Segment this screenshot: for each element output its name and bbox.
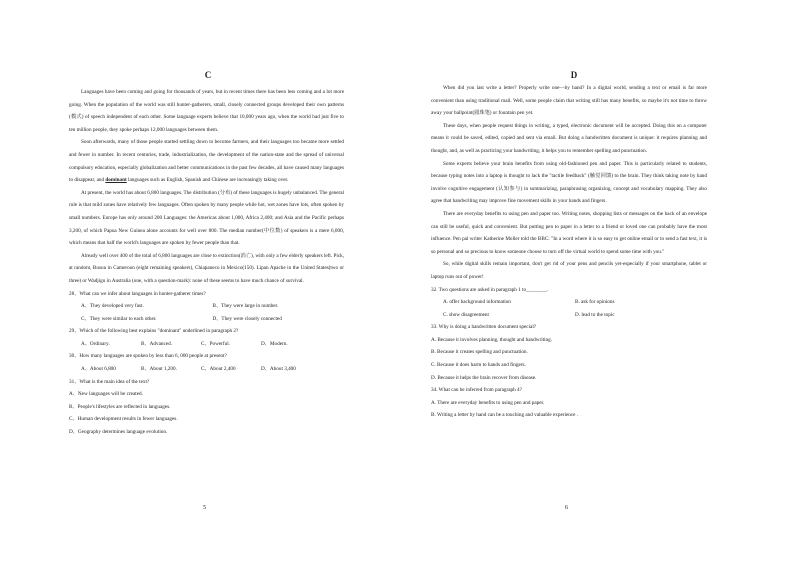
question-34: 34. What can be inferred from paragraph 4? <box>431 387 522 394</box>
option: A、New languages will be created. <box>69 391 143 398</box>
option: B. Because it creates spelling and punctuation. <box>431 349 528 356</box>
options-row <box>81 338 344 351</box>
page-number: 5 <box>203 505 206 511</box>
option: B. Writing a letter by hand can be a touching and valuable experience . <box>431 412 579 419</box>
option: B、Advanced. <box>141 340 172 347</box>
paragraph: Already well over 400 of the total of 6,800 languages are close to extinction(消亡), with only a few elderly speakers left. Pick, at random, Busuu in Cameroon (eight remaining speakers), Chiapaneco in Mexico(150). Lipan Apache in the United States(two or three) or Wadjigu in Australia (one, with a question-mark): none of these seems to have much chance of survival. <box>69 252 344 284</box>
option: A. offer background information <box>443 299 511 306</box>
option: D、Modern. <box>261 340 288 347</box>
option: D、About 3,400 <box>261 366 296 373</box>
paragraph: When did you last write a letter? Properly write one—by hand? In a digital world, sending a text or email is far more convenient than using traditional mail. Well, some people claim that writing still has many benefits, so maybe it's not time to throw away your ballpoint(圆珠笔) or fountain pen yet. <box>431 85 707 117</box>
paragraph-text: languages such as English, Spanish and Chinese are increasingly taking over. <box>128 177 289 184</box>
passage-letter: C <box>204 70 212 80</box>
options-row <box>81 313 344 326</box>
option: D. Because it helps the brain recover from disease. <box>431 374 537 381</box>
option: D. lead to the topic <box>575 311 615 318</box>
paragraph: These days, when people request things in writing, a typed, electronic document will be accepted. Doing this on a computer means it could be saved, edited, copied and sent via email. But doing a handwritten document is unique: it requires planning and thought, and, as well as practicing your handwriting, it helps you to remember spelling and punctuation. <box>431 122 707 154</box>
option: A. Because it involves planning, thought and handwriting. <box>431 336 553 343</box>
option: B、About 1,200. <box>141 366 177 373</box>
paragraph-text: Soon afterwards, many of those people started settling down to become farmers, and their languages too became more settled and fewer in number. In recent centuries, trade, industrialization, the development of the nation-state and the spread of universal compulsory education, especially globalization and better communications in the past few decades, all have caused many languages to disappear, and <box>69 139 344 184</box>
underlined-word: dominant <box>105 177 127 184</box>
paragraph <box>69 136 344 186</box>
passage-d <box>431 82 707 422</box>
passage-c <box>69 86 344 439</box>
right-page <box>397 0 794 562</box>
option: D、They were closely connected <box>212 315 282 322</box>
question-31: 31、What is the main idea of the text? <box>69 378 150 385</box>
option: B、They were large in number. <box>212 303 279 310</box>
question-32: 32. Two questions are asked in paragraph 1 to________. <box>431 286 549 293</box>
question-33: 33. Why is doing a handwritten document special? <box>431 324 537 331</box>
paragraph: Languages have been coming and going for thousands of years, but in recent times there has been less coming and a lot more going. When the population of the world was still hunter-gatherers, small, closely connected groups developed their own patterns (模式) of speech independent of each other. Some language experts believe that 10,000 years ago, when the world had just five to ten million people, they spoke perhaps 12,000 languages between them. <box>69 89 344 133</box>
option: A、They developed very fast. <box>81 303 144 310</box>
passage-letter: D <box>570 70 578 80</box>
question-30: 30、How many languages are spoken by less than 6, 000 people at present? <box>69 353 227 360</box>
option: C. Because it does harm to hands and fingers. <box>431 362 526 369</box>
options-row <box>443 309 707 322</box>
option: A、Ordinary. <box>81 340 110 347</box>
paragraph: There are everyday benefits to using pen and paper too. Writing notes, shopping lists or messages on the back of an envelope can still be useful, quick and convenient. But putting pen to paper in a letter to a friend or loved one can probably have the most influence. Pen pal writer Katherine Moller told the BBC: "In a word where it is so easy to get online email or to send a fast text, it is so personal and so precious to know someone choose to turn off the virtual world to spend some time with you." <box>431 210 707 255</box>
question-29: 29、Which of the following best explains "dominant" underlined in paragraph 2? <box>69 328 239 335</box>
options-row <box>443 296 707 309</box>
option: A、About 6,800 <box>81 366 116 373</box>
question-28: 28、What can we infer about languages in hunter-gatherer times? <box>69 290 206 297</box>
option: C、Powerful. <box>201 340 230 347</box>
options-row <box>81 300 344 313</box>
option: C、They were similar to each other. <box>81 315 157 322</box>
options-row <box>81 363 344 376</box>
paragraph: At present, the world has about 6,800 languages. The distribution (分布) of these languages is hugely unbalanced. The general rule is that mild zones have relatively few languages. Often spoken by many people while hot, wet zones have lots, often spoken by small numbers. Europe has only around 200 Languages: the Americas about 1,000, Africa 2,400; and Asia and the Pacific perhaps 3,200, of which Papua New Guinea alone accounts for well over 800. The median number(中位数) of speakers is a mere 6,000, which means that half the world's languages are spoken by fewer people than that. <box>69 189 344 247</box>
paragraph: So, while digital skills remain important, don't get rid of your pens and pencils yet-especially if your smartphone, tablet or laptop runs out of power! <box>431 261 707 280</box>
option: C. show disagreement <box>443 311 489 318</box>
option: D、Geography determines language evolution. <box>69 429 168 436</box>
option: C、About 2,400 <box>201 366 236 373</box>
option: B、People's lifestyles are reflected in languages. <box>69 403 171 410</box>
page-number: 6 <box>565 505 568 511</box>
option: C、Human development results in fewer languages. <box>69 416 178 423</box>
option: A. There are everyday benefits to using pen and paper. <box>431 399 545 406</box>
paragraph: Some experts believe your brain benefits from using old-fashioned pen and paper. This is particularly related to students, because typing notes into a laptop is thought to lack the "tactile feedback" (触觉回馈) to the brain. They think taking note by hand involve cognitive engagement (认知参与) in summarizing, paraphrasing organizing, concept and vocabulary mapping. They also agree that handwriting may improve fine movement skills in your hands and fingers. <box>431 160 707 205</box>
option: B. ask for opinions <box>575 299 615 306</box>
